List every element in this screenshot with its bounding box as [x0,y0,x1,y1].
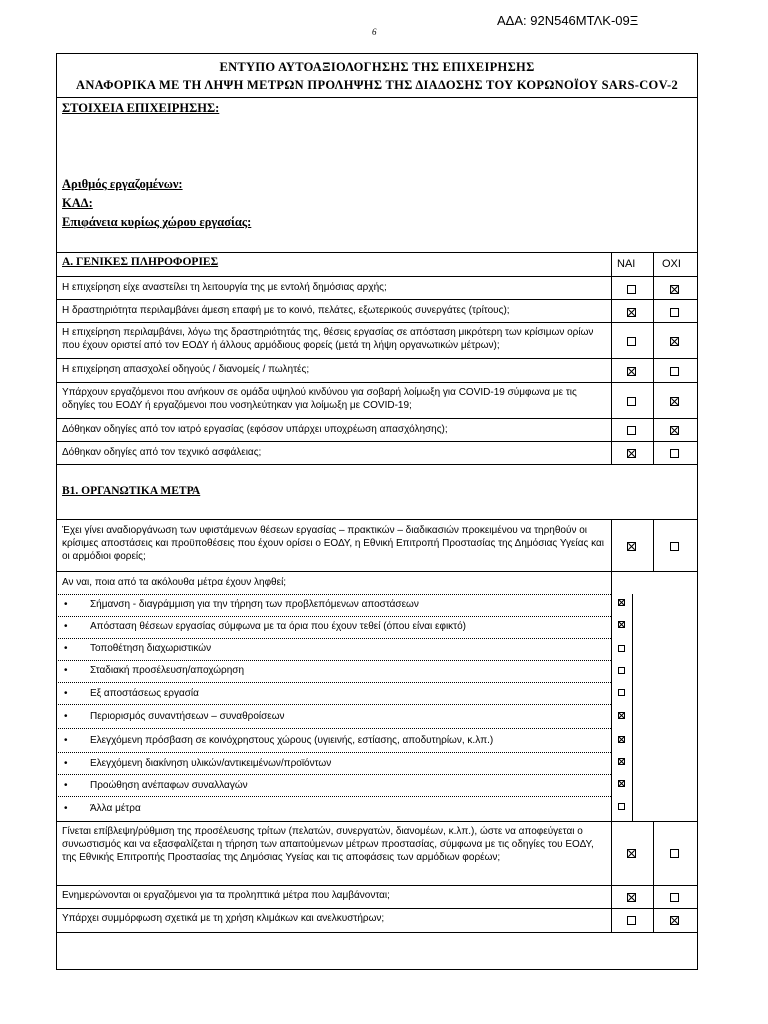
rule [56,464,698,465]
bullet: • [64,643,68,654]
page-number: 6 [372,27,377,37]
no-checkbox[interactable] [670,542,679,551]
yes-checkbox[interactable] [627,849,636,858]
measure-item: Σήμανση - διαγράμμιση για την τήρηση των προβλεπόμενων αποστάσεων [90,599,419,610]
rule [56,885,698,886]
bullet: • [64,758,68,769]
no-checkbox[interactable] [670,367,679,376]
no-checkbox[interactable] [670,308,679,317]
dotted-rule [56,660,611,661]
yes-checkbox[interactable] [627,542,636,551]
measure-item: Ελεγχόμενη διακίνηση υλικών/αντικειμένων/προϊόντων [90,758,332,769]
yes-checkbox[interactable] [627,308,636,317]
yes-checkbox[interactable] [627,367,636,376]
form-subtitle: ΑΝΑΦΟΡΙΚΑ ΜΕ ΤΗ ΛΗΨΗ ΜΕΤΡΩΝ ΠΡΟΛΗΨΗΣ ΤΗΣ ΔΙΑΔΟΣΗΣ ΤΟΥ ΚΟΡΩΝΟΪΟΥ SARS-COV-2 [76,78,678,92]
bullet: • [64,711,68,722]
ada-code: ΑΔΑ: 92Ν546ΜΤΛΚ-09Ξ [497,13,639,28]
no-checkbox[interactable] [670,337,679,346]
rule [56,418,698,419]
business-heading: ΣΤΟΙΧΕΙΑ ΕΠΙΧΕΙΡΗΣΗΣ: [62,101,220,115]
dotted-rule [56,638,611,639]
rule [56,299,698,300]
col-divider [653,519,654,571]
rule [56,97,698,98]
bullet: • [64,665,68,676]
rule [56,322,698,323]
question-row: Η επιχείρηση είχε αναστείλει τη λειτουργία της με εντολή δημόσιας αρχής; [62,282,387,293]
no-checkbox[interactable] [670,285,679,294]
measure-checkbox[interactable] [618,758,625,765]
measure-checkbox[interactable] [618,780,625,787]
measure-item: Προώθηση ανέπαφων συναλλαγών [90,780,248,791]
rule [56,519,698,520]
dotted-rule [56,616,611,617]
measure-item: Σταδιακή προσέλευση/αποχώρηση [90,665,245,676]
rule [56,821,698,822]
measure-item: Ελεγχόμενη πρόσβαση σε κοινόχρηστους χώρους (υγιεινής, εστίασης, αποδυτηρίων, κ.λπ.) [90,735,494,746]
yes-checkbox[interactable] [627,285,636,294]
question-row: Δόθηκαν οδηγίες από τον τεχνικό ασφάλειας; [62,447,262,458]
form-title: ΕΝΤΥΠΟ ΑΥΤΟΑΞΙΟΛΟΓΗΣΗΣ ΤΗΣ ΕΠΙΧΕΙΡΗΣΗΣ [219,60,535,74]
no-checkbox[interactable] [670,849,679,858]
yes-checkbox[interactable] [627,916,636,925]
col-divider [611,571,612,932]
no-column-header: ΟΧΙ [662,258,681,270]
question-row: Έχει γίνει αναδιοργάνωση των υφιστάμενων θέσεων εργασίας – πρακτικών – διαδικασιών προκειμένου να τηρηθούν οι κρίσιμες αποστάσεις και προϋποθέσεις που έχουν ορίσει ο ΕΟΔΥ, η Εθνική Επιτροπή Προστασίας της Δημόσιας Υγείας και οι αρμόδιοι φορείς; [62,525,604,562]
question-row: Υπάρχει συμμόρφωση σχετικά με τη χρήση κλιμάκων και ανελκυστήρων; [62,913,385,924]
no-checkbox[interactable] [670,449,679,458]
section-a-heading: Α. ΓΕΝΙΚΕΣ ΠΛΗΡΟΦΟΡΙΕΣ [62,256,219,268]
bullet: • [64,621,68,632]
measure-item: Τοποθέτηση διαχωριστικών [90,643,212,654]
yes-checkbox[interactable] [627,426,636,435]
yes-checkbox[interactable] [627,893,636,902]
rule [56,382,698,383]
bullet: • [64,735,68,746]
dotted-rule [56,704,611,705]
dotted-rule [56,752,611,753]
measure-checkbox[interactable] [618,803,625,810]
measure-checkbox[interactable] [618,712,625,719]
question-row: Η δραστηριότητα περιλαμβάνει άμεση επαφή με το κοινό, πελάτες, εξωτερικούς συνεργάτες (τρίτους); [62,305,510,316]
measure-checkbox[interactable] [618,689,625,696]
no-checkbox[interactable] [670,426,679,435]
rule [56,252,698,253]
dotted-rule [56,728,611,729]
yes-checkbox[interactable] [627,397,636,406]
question-row: Ενημερώνονται οι εργαζόμενοι για τα προληπτικά μέτρα που λαμβάνονται; [62,890,390,901]
dotted-rule [56,796,611,797]
bullet: • [64,688,68,699]
no-checkbox[interactable] [670,916,679,925]
yes-checkbox[interactable] [627,449,636,458]
measure-checkbox[interactable] [618,645,625,652]
rule [56,908,698,909]
yes-column-header: ΝΑΙ [617,258,636,270]
measure-checkbox[interactable] [618,621,625,628]
rule [56,358,698,359]
measure-item: Απόσταση θέσεων εργασίας σύμφωνα με τα όρια που έχουν τεθεί (όπου είναι εφικτό) [90,621,467,632]
measure-item: Άλλα μέτρα [90,803,141,814]
question-row: Υπάρχουν εργαζόμενοι που ανήκουν σε ομάδα υψηλού κινδύνου για σοβαρή λοίμωξη για COVID-19 σύμφωνα με τις οδηγίες του ΕΟΔΥ ή εργαζόμενοι που νοσηλεύτηκαν για λοίμωξη με COVID-19; [62,387,577,411]
measures-question: Αν ναι, ποια από τα ακόλουθα μέτρα έχουν ληφθεί; [62,577,287,588]
measure-item: Εξ αποστάσεως εργασία [90,688,199,699]
col-divider [653,252,654,464]
question-row: Η επιχείρηση απασχολεί οδηγούς / διανομείς / πωλητές; [62,364,310,375]
measure-item: Περιορισμός συναντήσεων – συναθροίσεων [90,711,285,722]
col-divider [611,519,612,571]
rule [56,571,698,572]
no-checkbox[interactable] [670,397,679,406]
measure-checkbox[interactable] [618,667,625,674]
rule [56,276,698,277]
rule [56,441,698,442]
measure-checkbox[interactable] [618,736,625,743]
bullet: • [64,803,68,814]
question-row: Η επιχείρηση περιλαμβάνει, λόγω της δραστηριότητάς της, θέσεις εργασίας σε απόσταση μικρότερη των κρίσιμων ορίων που έχουν οριστεί από τον ΕΟΔΥ ή άλλους αρμόδιους φορείς (μετά τη λήψη οργανωτικών μέτρων); [62,327,594,351]
yes-checkbox[interactable] [627,337,636,346]
col-divider [611,252,612,464]
bullet: • [64,780,68,791]
question-row: Δόθηκαν οδηγίες από τον ιατρό εργασίας (εφόσον υπάρχει υποχρέωση απασχόλησης); [62,424,448,435]
measure-checkbox[interactable] [618,599,625,606]
kad-label: ΚΑΔ: [62,196,93,210]
bullet: • [64,599,68,610]
dotted-rule [56,682,611,683]
dotted-rule [56,594,611,595]
rule [56,932,698,933]
dotted-rule [56,774,611,775]
question-row: Γίνεται επίβλεψη/ρύθμιση της προσέλευσης τρίτων (πελατών, συνεργατών, διανομέων, κ.λπ.), ώστε να αποφεύγεται ο συνωστισμός και να εξασφαλίζεται η τήρηση των απαιτούμενων μέτρων προστασίας, σύμφωνα με τις οδηγίες του ΕΟΔΥ, της Εθνικής Επιτροπής Προστασίας της Δημόσιας Υγείας και τις αποφάσεις των αρμόδιων φορέων; [62,826,594,863]
col-divider [653,821,654,932]
area-label: Επιφάνεια κυρίως χώρου εργασίας: [62,215,252,229]
employees-label: Αριθμός εργαζομένων: [62,177,183,191]
col-divider [632,594,633,821]
section-b1-heading: Β1. ΟΡΓΑΝΩΤΙΚΑ ΜΕΤΡΑ [62,485,201,497]
no-checkbox[interactable] [670,893,679,902]
